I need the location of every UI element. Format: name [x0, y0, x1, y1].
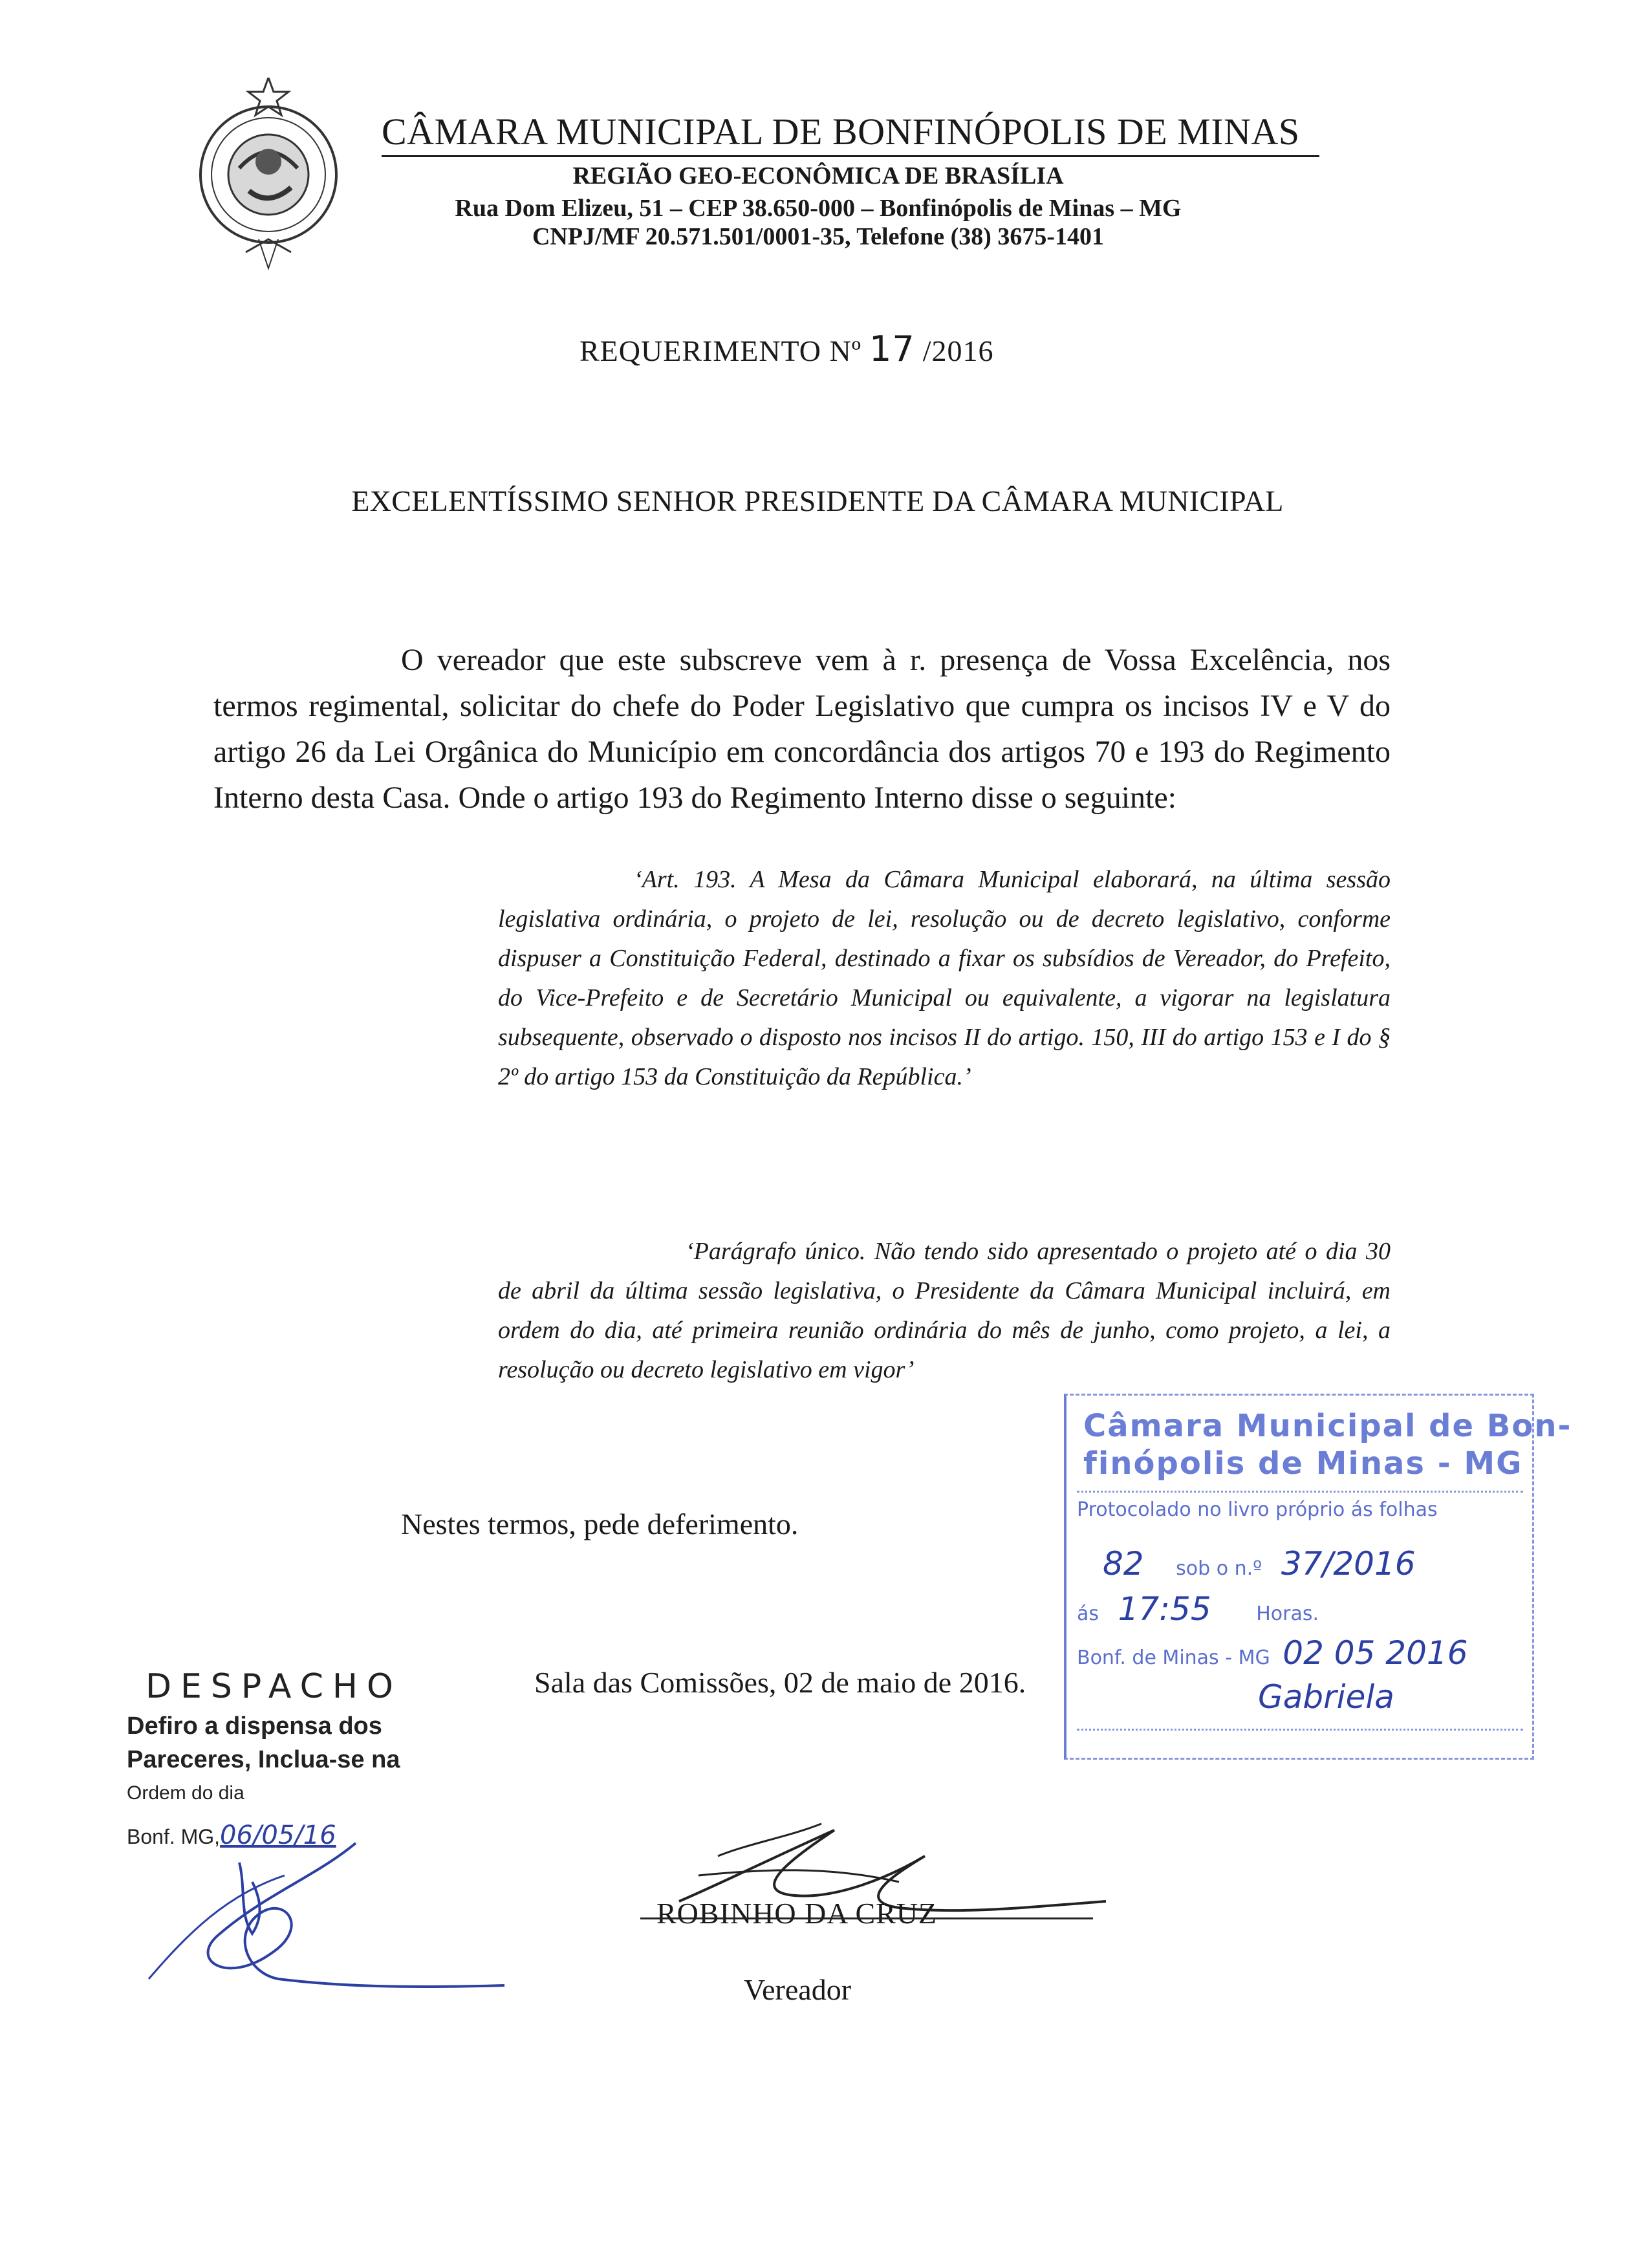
- stamp-numero: 37/2016: [1281, 1545, 1416, 1582]
- request-number: [579, 329, 994, 369]
- request-prefix: REQUERIMENTO Nº: [579, 334, 862, 367]
- institution-address: Rua Dom Elizeu, 51 – CEP 38.650-000 – Bonfinópolis de Minas – MG: [455, 195, 1182, 222]
- institution-contact: CNPJ/MF 20.571.501/0001-35, Telefone (38) 3675-1401: [532, 223, 1105, 250]
- stamp-title-line2: finópolis de Minas - MG: [1083, 1445, 1523, 1482]
- stamp-date-row: [1077, 1634, 1523, 1672]
- stamp-title-line1: Câmara Municipal de Bon-: [1083, 1408, 1572, 1444]
- stamp-protocol-label: Protocolado no livro próprio ás folhas: [1077, 1498, 1438, 1521]
- protocol-stamp: [1064, 1394, 1572, 1774]
- stamp-time-suffix: Horas.: [1256, 1603, 1319, 1625]
- municipal-seal-icon: [188, 78, 356, 272]
- stamp-place-label: Bonf. de Minas - MG: [1077, 1647, 1270, 1669]
- despacho-date: 06/05/16: [220, 1820, 336, 1850]
- despacho-line3: Ordem do dia: [127, 1782, 244, 1804]
- institution-title: CÂMARA MUNICIPAL DE BONFINÓPOLIS DE MINAS: [382, 109, 1319, 157]
- signer-name: ROBINHO DA CRUZ: [656, 1897, 938, 1930]
- despacho-line1: Defiro a dispensa dos: [127, 1712, 382, 1740]
- institution-region: REGIÃO GEO-ECONÔMICA DE BRASÍLIA: [572, 162, 1064, 189]
- request-number-handwritten: 17: [869, 329, 915, 369]
- quoted-article: ‘Art. 193. A Mesa da Câmara Municipal elaborará, na última sessão legislativa ordinária, o projeto de lei, resolução ou de decreto legislativo, conforme dispuser a Constituição Federal, destinado a fixar os subsídios de Vereador, do Prefeito, do Vice-Prefeito e de Secretário Municipal ou equivalente, a vigorar na legislatura subsequente, observado o disposto nos incisos II do artigo. 150, III do artigo 153 e I do § 2º do artigo 153 da Constituição da República.’: [498, 866, 1391, 1090]
- despacho-place: Bonf. MG,: [127, 1825, 221, 1848]
- stamp-time-row: [1077, 1590, 1523, 1628]
- body-paragraph: O vereador que este subscreve vem à r. presença de Vossa Excelência, nos termos regimental, solicitar do chefe do Poder Legislativo que cumpra os incisos IV e V do artigo 26 da Lei Orgânica do Município em concordância dos artigos 70 e 193 do Regimento Interno desta Casa. Onde o artigo 193 do Regimento Interno disse o seguinte:: [213, 643, 1391, 815]
- signer-role: Vereador: [744, 1973, 852, 2006]
- stamp-folhas-row: [1077, 1545, 1523, 1582]
- stamp-folhas: 82: [1103, 1545, 1144, 1582]
- stamp-numero-label: sob o n.º: [1176, 1557, 1262, 1580]
- stamp-signature: Gabriela: [1258, 1678, 1394, 1716]
- salutation: EXCELENTÍSSIMO SENHOR PRESIDENTE DA CÂMARA MUNICIPAL: [351, 484, 1284, 517]
- closing-text: Nestes termos, pede deferimento.: [401, 1507, 799, 1540]
- stamp-bottom-rule: [1077, 1729, 1523, 1731]
- despacho-signature-icon: [123, 1837, 511, 1992]
- stamp-time-prefix: ás: [1077, 1603, 1099, 1625]
- place-date: Sala das Comissões, 02 de maio de 2016.: [534, 1666, 1026, 1699]
- despacho-heading: DESPACHO: [146, 1667, 402, 1706]
- stamp-time: 17:55: [1118, 1590, 1211, 1628]
- signature-line: [640, 1917, 1093, 1919]
- request-year: /2016: [922, 334, 994, 367]
- stamp-date: 02 05 2016: [1283, 1634, 1468, 1672]
- stamp-divider: [1077, 1491, 1523, 1493]
- despacho-line2: Pareceres, Inclua-se na: [127, 1746, 400, 1773]
- quoted-paragraph: ‘Parágrafo único. Não tendo sido apresentado o projeto até o dia 30 de abril da última sessão legislativa, o Presidente da Câmara Municipal incluirá, em ordem do dia, até primeira reunião ordinária do mês de junho, como projeto, a lei, a resolução ou decreto legislativo em vigor’: [498, 1238, 1391, 1383]
